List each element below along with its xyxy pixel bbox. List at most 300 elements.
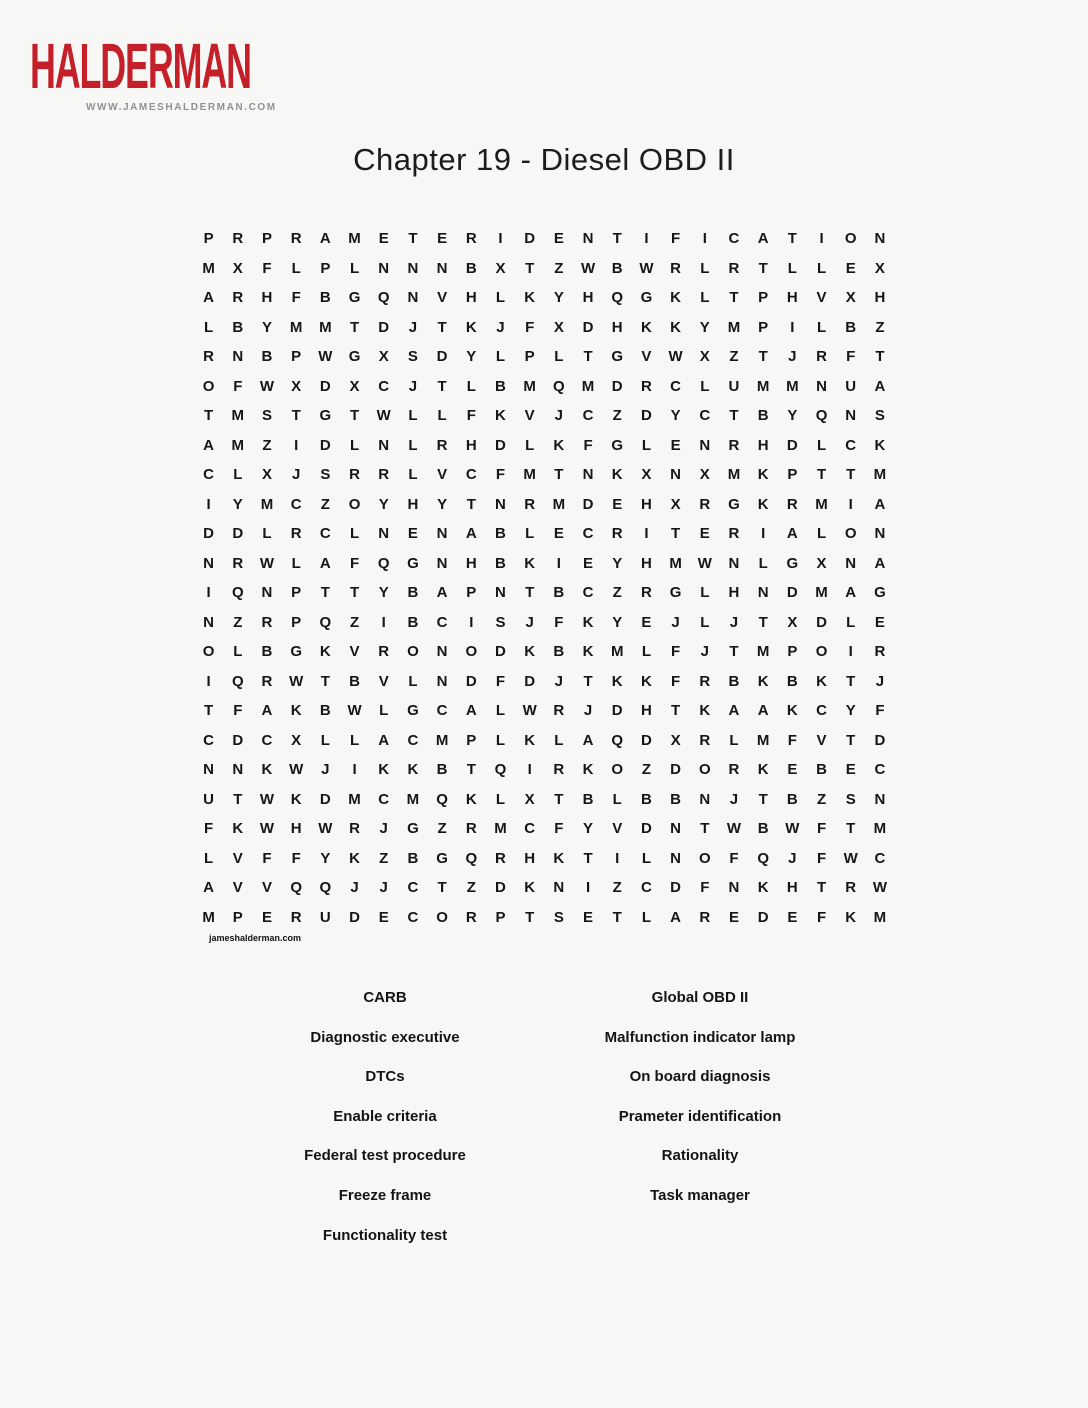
grid-cell: R [465, 820, 477, 838]
grid-cell: L [554, 348, 564, 366]
grid-cell: T [671, 702, 681, 720]
grid-cell: B [640, 790, 652, 808]
grid-cell: C [407, 731, 419, 749]
grid-cell: R [728, 525, 740, 543]
grid-cell: T [466, 495, 476, 513]
grid-cell: Z [233, 613, 243, 631]
grid-cell: C [203, 466, 215, 484]
grid-cell: X [378, 348, 389, 366]
grid-cell: T [525, 259, 535, 277]
grid-cell: B [757, 820, 769, 838]
grid-cell: Y [787, 407, 798, 425]
word-list-left [235, 978, 535, 1255]
grid-cell: P [291, 348, 302, 366]
grid-cell: C [874, 761, 886, 779]
grid-cell: Z [320, 495, 330, 513]
grid-cell: D [203, 525, 215, 543]
grid-cell: C [640, 879, 652, 897]
grid-cell: Z [379, 849, 389, 867]
grid-cell: P [758, 289, 769, 307]
grid-cell: P [291, 613, 302, 631]
grid-cell: C [436, 702, 448, 720]
grid-cell: C [582, 525, 594, 543]
grid-cell: R [816, 348, 827, 366]
grid-cell: A [757, 230, 769, 248]
grid-cell: L [204, 849, 214, 867]
word-list-right [530, 978, 870, 1216]
grid-cell: D [611, 377, 623, 395]
grid-cell: Q [290, 879, 302, 897]
grid-cell: C [407, 879, 419, 897]
grid-cell: H [465, 289, 477, 307]
grid-cell: K [378, 761, 390, 779]
grid-cell: R [465, 908, 477, 926]
grid-cell: Z [262, 436, 272, 454]
grid-cell: Q [757, 849, 769, 867]
grid-cell: L [408, 466, 418, 484]
grid-cell: C [670, 377, 682, 395]
grid-cell: K [524, 289, 536, 307]
grid-cell: R [640, 584, 652, 602]
grid-cell: A [845, 584, 857, 602]
grid-cell: D [670, 761, 682, 779]
grid-cell: X [816, 554, 827, 572]
grid-cell: N [874, 230, 886, 248]
grid-cell: I [352, 761, 357, 779]
grid-cell: P [524, 348, 535, 366]
grid-cell: L [495, 702, 506, 720]
grid-cell: J [408, 377, 418, 395]
grid-cell: V [612, 820, 623, 838]
grid-cell: B [757, 407, 769, 425]
grid-cell: I [206, 584, 211, 602]
grid-cell: D [232, 525, 244, 543]
grid-cell: W [259, 820, 275, 838]
grid-cell: X [261, 466, 272, 484]
grid-cell: R [699, 672, 711, 690]
grid-cell: K [290, 790, 302, 808]
grid-cell: G [874, 584, 886, 602]
grid-cell: E [728, 908, 739, 926]
grid-cell: R [670, 259, 682, 277]
grid-cell: I [790, 318, 795, 336]
grid-cell: K [670, 289, 682, 307]
grid-cell: W [347, 702, 362, 720]
grid-cell: C [319, 525, 331, 543]
grid-cell: T [291, 407, 301, 425]
grid-cell: I [702, 230, 707, 248]
grid-cell: W [376, 407, 391, 425]
grid-cell: M [727, 318, 741, 336]
grid-cell: C [203, 731, 215, 749]
grid-cell: M [319, 318, 332, 336]
grid-cell: F [262, 259, 272, 277]
grid-cell: O [815, 643, 828, 661]
grid-cell: K [524, 554, 536, 572]
grid-cell: T [349, 318, 360, 336]
grid-cell: E [699, 525, 710, 543]
grid-cell: D [495, 643, 506, 661]
grid-cell: Y [261, 318, 272, 336]
grid-cell: T [525, 908, 535, 926]
grid-cell: K [640, 672, 652, 690]
grid-cell: C [407, 908, 419, 926]
grid-cell: X [874, 259, 885, 277]
grid-cell: L [816, 436, 827, 454]
word-list-item: DTCs [365, 1068, 405, 1086]
grid-cell: E [787, 908, 798, 926]
grid-cell: N [495, 495, 506, 513]
grid-cell: L [379, 702, 389, 720]
grid-cell: G [786, 554, 799, 572]
grid-cell: F [554, 613, 564, 631]
grid-cell: D [319, 377, 331, 395]
grid-cell: X [641, 466, 652, 484]
grid-cell: M [873, 820, 887, 838]
grid-cell: N [261, 584, 273, 602]
grid-cell: R [290, 525, 302, 543]
grid-cell: U [319, 908, 331, 926]
grid-cell: L [729, 731, 739, 749]
grid-cell: K [757, 466, 769, 484]
grid-cell: X [524, 790, 535, 808]
grid-cell: M [231, 407, 245, 425]
grid-cell: R [728, 436, 740, 454]
grid-cell: Q [231, 584, 244, 602]
grid-cell: Y [378, 495, 389, 513]
grid-cell: B [845, 318, 857, 336]
grid-cell: E [787, 761, 798, 779]
grid-cell: J [729, 790, 739, 808]
grid-cell: O [465, 643, 478, 661]
grid-cell: K [524, 879, 536, 897]
grid-cell: N [203, 761, 215, 779]
grid-cell: Y [583, 820, 594, 838]
grid-cell: D [232, 731, 244, 749]
grid-cell: A [319, 230, 331, 248]
grid-cell: B [261, 643, 273, 661]
grid-cell: I [527, 761, 532, 779]
grid-cell: N [436, 525, 448, 543]
grid-cell: X [291, 731, 302, 749]
grid-cell: I [644, 525, 649, 543]
grid-cell: O [611, 761, 624, 779]
grid-cell: M [260, 495, 274, 513]
grid-cell: R [699, 731, 711, 749]
grid-cell: O [407, 643, 419, 661]
grid-cell: D [495, 436, 506, 454]
grid-cell: A [203, 289, 215, 307]
grid-cell: A [436, 584, 448, 602]
grid-cell: N [553, 879, 565, 897]
grid-cell: G [348, 289, 361, 307]
grid-cell: P [758, 318, 769, 336]
grid-cell: W [259, 377, 275, 395]
grid-cell: F [671, 643, 681, 661]
grid-cell: X [495, 259, 506, 277]
grid-cell: K [874, 436, 886, 454]
grid-cell: L [495, 348, 506, 366]
grid-cell: H [640, 702, 652, 720]
grid-cell: N [232, 348, 244, 366]
grid-cell: V [816, 731, 827, 749]
grid-cell: D [524, 230, 536, 248]
grid-cell: V [378, 672, 389, 690]
grid-cell: D [640, 407, 652, 425]
grid-cell: R [728, 259, 740, 277]
grid-cell: G [611, 348, 624, 366]
grid-cell: C [582, 584, 594, 602]
grid-cell: E [641, 613, 652, 631]
grid-cell: J [321, 761, 330, 779]
grid-cell: F [495, 672, 506, 690]
grid-cell: P [320, 259, 331, 277]
grid-cell: O [698, 849, 711, 867]
grid-cell: Z [437, 820, 447, 838]
grid-cell: L [758, 554, 768, 572]
grid-cell: D [495, 879, 506, 897]
grid-cell: M [289, 318, 303, 336]
grid-cell: M [552, 495, 566, 513]
grid-cell: O [844, 525, 857, 543]
grid-cell: W [318, 820, 333, 838]
grid-cell: L [846, 613, 856, 631]
grid-cell: D [611, 702, 623, 720]
grid-cell: K [465, 790, 477, 808]
grid-cell: N [407, 259, 419, 277]
grid-cell: G [407, 554, 419, 572]
grid-cell: J [671, 613, 680, 631]
grid-cell: H [582, 289, 594, 307]
grid-cell: R [261, 672, 273, 690]
word-list-item: Enable criteria [333, 1107, 437, 1125]
grid-cell: K [290, 702, 302, 720]
grid-cell: Z [612, 584, 622, 602]
grid-cell: L [816, 318, 827, 336]
grid-cell: V [816, 289, 827, 307]
grid-cell: M [873, 908, 887, 926]
grid-cell: L [641, 436, 651, 454]
grid-cell: D [582, 318, 594, 336]
grid-cell: H [874, 289, 886, 307]
grid-cell: J [875, 672, 885, 690]
grid-cell: C [290, 495, 302, 513]
grid-cell: T [729, 407, 739, 425]
grid-cell: B [553, 643, 565, 661]
grid-cell: B [407, 849, 419, 867]
grid-cell: L [349, 731, 360, 749]
grid-cell: L [495, 790, 506, 808]
grid-cell: R [465, 230, 477, 248]
grid-cell: M [756, 377, 770, 395]
grid-cell: T [525, 584, 535, 602]
grid-cell: F [816, 820, 827, 838]
grid-cell: L [641, 908, 651, 926]
grid-cell: D [349, 908, 360, 926]
word-list-item: Rationality [661, 1147, 739, 1165]
grid-cell: H [640, 554, 652, 572]
grid-cell: T [349, 584, 360, 602]
grid-cell: B [436, 761, 448, 779]
grid-cell: N [203, 613, 215, 631]
grid-cell: N [874, 790, 886, 808]
grid-cell: L [233, 643, 243, 661]
grid-cell: D [465, 672, 477, 690]
grid-cell: E [261, 908, 272, 926]
grid-cell: O [348, 495, 361, 513]
grid-cell: N [436, 643, 448, 661]
grid-cell: A [728, 702, 740, 720]
grid-cell: J [583, 702, 593, 720]
grid-cell: E [874, 613, 885, 631]
grid-cell: V [349, 643, 360, 661]
grid-cell: C [465, 466, 477, 484]
grid-cell: L [349, 259, 360, 277]
grid-cell: E [553, 525, 564, 543]
grid-cell: T [816, 879, 827, 897]
grid-cell: L [233, 466, 243, 484]
grid-cell: L [612, 790, 622, 808]
grid-cell: F [846, 348, 856, 366]
grid-cell: F [495, 466, 506, 484]
grid-cell: R [232, 554, 244, 572]
grid-cell: T [729, 643, 739, 661]
grid-cell: T [204, 702, 214, 720]
grid-cell: V [641, 348, 652, 366]
grid-cell: M [202, 908, 215, 926]
grid-cell: I [556, 554, 561, 572]
grid-cell: M [406, 790, 420, 808]
grid-cell: D [640, 820, 652, 838]
grid-cell: Z [729, 348, 739, 366]
grid-cell: X [670, 731, 681, 749]
grid-cell: Y [845, 702, 856, 720]
grid-cell: M [348, 790, 361, 808]
grid-cell: K [232, 820, 244, 838]
grid-cell: N [699, 790, 711, 808]
grid-cell: Z [349, 613, 360, 631]
grid-cell: N [232, 761, 244, 779]
grid-cell: A [261, 702, 273, 720]
grid-cell: X [349, 377, 360, 395]
grid-cell: M [435, 731, 449, 749]
grid-cell: H [407, 495, 419, 513]
grid-cell: M [523, 466, 536, 484]
grid-cell: K [757, 495, 769, 513]
grid-cell: T [583, 849, 593, 867]
grid-cell: B [816, 761, 827, 779]
grid-cell: P [787, 643, 798, 661]
grid-cell: T [787, 230, 797, 248]
grid-cell: D [319, 790, 331, 808]
grid-cell: W [785, 820, 800, 838]
grid-cell: G [348, 348, 361, 366]
grid-cell: A [203, 436, 215, 454]
grid-cell: P [787, 466, 798, 484]
grid-cell: D [524, 672, 536, 690]
grid-cell: E [670, 436, 681, 454]
grid-cell: A [465, 702, 477, 720]
grid-cell: T [846, 731, 856, 749]
grid-cell: D [378, 318, 390, 336]
grid-cell: J [496, 318, 505, 336]
grid-cell: O [202, 643, 215, 661]
grid-cell: E [378, 230, 389, 248]
grid-cell: K [757, 761, 769, 779]
grid-cell: L [700, 613, 710, 631]
grid-cell: A [670, 908, 682, 926]
grid-cell: K [582, 761, 594, 779]
grid-cell: G [407, 820, 419, 838]
grid-cell: Q [611, 289, 624, 307]
grid-cell: L [700, 584, 710, 602]
grid-cell: B [728, 672, 740, 690]
grid-cell: T [758, 348, 768, 366]
grid-cell: E [845, 259, 856, 277]
grid-cell: C [378, 790, 390, 808]
grid-cell: K [524, 731, 536, 749]
grid-cell: T [320, 584, 330, 602]
wordsearch-grid [194, 224, 895, 932]
grid-cell: L [349, 525, 360, 543]
grid-cell: N [874, 525, 886, 543]
grid-cell: K [699, 702, 711, 720]
grid-cell: T [700, 820, 710, 838]
grid-cell: X [670, 495, 681, 513]
grid-cell: N [378, 259, 390, 277]
grid-cell: K [611, 466, 623, 484]
grid-cell: R [640, 377, 652, 395]
grid-cell: K [582, 613, 594, 631]
grid-cell: B [582, 790, 594, 808]
grid-cell: L [320, 731, 330, 749]
grid-cell: V [232, 879, 243, 897]
grid-cell: H [465, 554, 477, 572]
grid-cell: T [437, 879, 447, 897]
grid-cell: L [495, 289, 506, 307]
grid-cell: I [848, 495, 853, 513]
grid-cell: R [845, 879, 857, 897]
grid-cell: I [206, 672, 211, 690]
grid-cell: Z [612, 407, 622, 425]
grid-cell: G [407, 702, 419, 720]
grid-cell: H [757, 436, 769, 454]
grid-cell: N [670, 849, 682, 867]
grid-cell: Y [699, 318, 710, 336]
grid-cell: R [290, 230, 302, 248]
grid-cell: W [726, 820, 742, 838]
grid-cell: X [232, 259, 243, 277]
grid-cell: Z [466, 879, 476, 897]
grid-cell: H [261, 289, 273, 307]
grid-cell: R [524, 495, 536, 513]
grid-cell: B [319, 702, 331, 720]
grid-cell: K [349, 849, 360, 867]
grid-cell: T [846, 820, 856, 838]
grid-cell: T [554, 466, 564, 484]
grid-cell: A [786, 525, 798, 543]
grid-cell: R [728, 761, 740, 779]
word-list-item: Global OBD II [651, 989, 749, 1006]
grid-cell: T [408, 230, 418, 248]
grid-cell: X [553, 318, 564, 336]
grid-cell: T [554, 790, 564, 808]
grid-cell: E [553, 230, 564, 248]
grid-cell: O [844, 230, 857, 248]
grid-cell: K [524, 643, 536, 661]
grid-cell: Q [231, 672, 244, 690]
grid-cell: Q [319, 879, 332, 897]
